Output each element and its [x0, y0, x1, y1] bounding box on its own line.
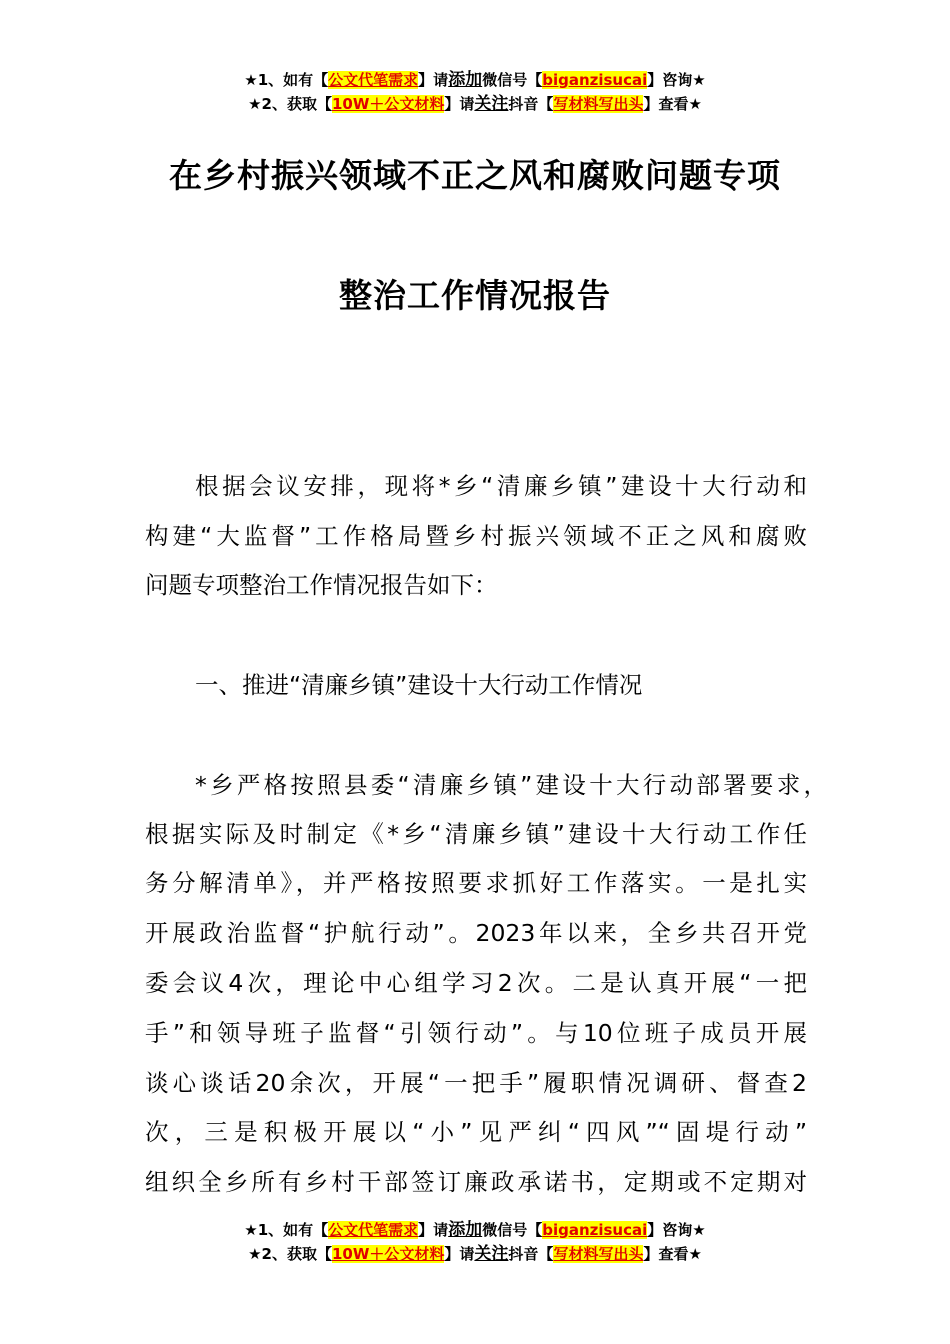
body-line: 根据实际及时制定《*乡“清廉乡镇”建设十大行动工作任 [145, 820, 807, 848]
banner-text: 微信号【 [482, 1221, 543, 1239]
document-title-line-2: 整治工作情况报告 [339, 276, 611, 315]
banner-highlight: 写材料写出头 [553, 1245, 644, 1263]
body-line: 构建“大监督”工作格局暨乡村振兴领域不正之风和腐败 [145, 522, 807, 550]
banner-text: 】请 [444, 95, 475, 113]
banner-text: 抖音【 [508, 95, 554, 113]
banner-highlight: 10W＋公文材料 [331, 95, 445, 113]
banner-text: ★2、获取【 [248, 1245, 332, 1263]
banner-text: 】请 [418, 71, 449, 89]
body-line: 组织全乡所有乡村干部签订廉政承诺书，定期或不定期对 [145, 1168, 807, 1196]
banner-text: 微信号【 [482, 71, 543, 89]
banner-underline: 添加 [448, 70, 483, 90]
banner-text: 】咨询★ [647, 1221, 706, 1239]
banner-highlight: 写材料写出头 [553, 95, 644, 113]
banner-highlight: biganzisucai [542, 71, 648, 89]
body-line: *乡严格按照县委“清廉乡镇”建设十大行动部署要求， [195, 771, 827, 799]
body-line: 谈心谈话20余次，开展“一把手”履职情况调研、督查2 [145, 1069, 807, 1097]
banner-highlight: 公文代笔需求 [328, 1221, 419, 1239]
banner-text: 】查看★ [643, 1245, 702, 1263]
banner-text: ★1、如有【 [244, 1221, 329, 1239]
banner-text: ★2、获取【 [248, 95, 332, 113]
body-line: 务分解清单》，并严格按照要求抓好工作落实。一是扎实 [145, 869, 807, 897]
header-banner [0, 68, 950, 116]
banner-underline: 关注 [474, 1244, 509, 1264]
body-line: 问题专项整治工作情况报告如下： [145, 571, 498, 599]
banner-text: 】请 [418, 1221, 449, 1239]
banner-text: 】查看★ [643, 95, 702, 113]
banner-text: ★1、如有【 [244, 71, 329, 89]
document-title-line-1: 在乡村振兴领域不正之风和腐败问题专项 [169, 156, 781, 195]
body-line: 手”和领导班子监督“引领行动”。与10位班子成员开展 [145, 1019, 807, 1047]
banner-highlight: biganzisucai [542, 1221, 648, 1239]
banner-text: 】请 [444, 1245, 475, 1263]
body-line: 委会议4次，理论中心组学习2次。二是认真开展“一把 [145, 969, 807, 997]
section-heading: 一、推进“清廉乡镇”建设十大行动工作情况 [195, 671, 643, 699]
banner-text: 抖音【 [508, 1245, 554, 1263]
banner-highlight: 10W＋公文材料 [331, 1245, 445, 1263]
banner-highlight: 公文代笔需求 [328, 71, 419, 89]
banner-underline: 关注 [474, 94, 509, 114]
banner-text: 】咨询★ [647, 71, 706, 89]
banner-line-2 [0, 1242, 950, 1266]
footer-banner [0, 1218, 950, 1266]
banner-underline: 添加 [448, 1220, 483, 1240]
banner-line-2 [0, 92, 950, 116]
body-line: 根据会议安排，现将*乡“清廉乡镇”建设十大行动和 [195, 472, 807, 500]
banner-line-1 [0, 68, 950, 92]
banner-line-1 [0, 1218, 950, 1242]
body-line: 次，三是积极开展以“小”见严纠“四风”“固堤行动” [145, 1118, 807, 1146]
body-line: 开展政治监督“护航行动”。2023年以来，全乡共召开党 [145, 919, 807, 947]
